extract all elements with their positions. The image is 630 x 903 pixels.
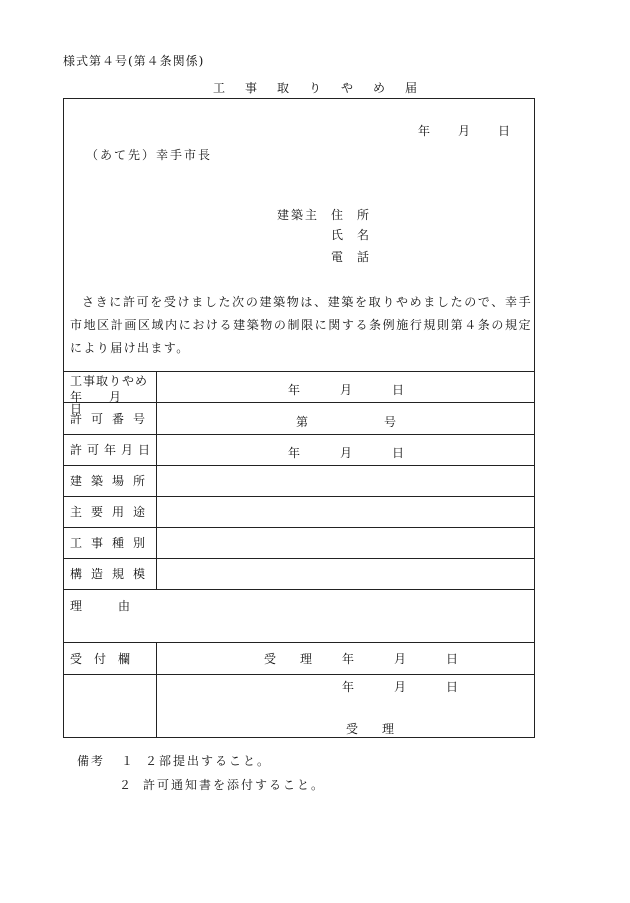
column-divider: [156, 642, 157, 738]
note-text: 許可通知書を添付すること。: [143, 778, 326, 792]
year-label: 年: [287, 446, 300, 460]
owner-address-label: 住所: [331, 208, 384, 222]
cancel-date-label-line1: 工事取りやめ: [70, 374, 149, 388]
cancel-date-value: [156, 381, 536, 398]
day-label: 日: [446, 652, 459, 666]
divider: [64, 674, 534, 675]
divider: [64, 558, 534, 559]
divider: [64, 642, 534, 643]
day-label: 日: [392, 383, 405, 397]
month-label: 月: [457, 124, 470, 138]
permit-number-suffix: 号: [384, 415, 397, 429]
reason-label: 理 由: [70, 599, 131, 613]
cancel-date-label: [64, 375, 156, 415]
note-2: [119, 779, 325, 791]
note-number: ２: [119, 778, 134, 792]
year-label: 年: [342, 652, 355, 666]
year-label: 年: [287, 383, 300, 397]
form-box: [63, 98, 535, 738]
day-label: 日: [392, 446, 405, 460]
permit-number-label: 許可番号: [70, 412, 155, 426]
permit-date-label: 許可年月日: [70, 443, 156, 457]
permit-date-value: [156, 444, 536, 461]
submission-date: [390, 125, 510, 137]
month-label: 月: [394, 652, 407, 666]
reception-stamp: 受 理: [346, 722, 395, 736]
divider: [64, 465, 534, 466]
month-label: 月: [339, 446, 352, 460]
owner-name-label: 氏名: [331, 228, 384, 242]
year-label: 年: [417, 124, 430, 138]
reception-date-2: [322, 681, 478, 693]
day-label: 日: [446, 680, 459, 694]
year-label: 年: [342, 680, 355, 694]
note-text: ２部提出すること。: [145, 754, 272, 768]
month-label: 月: [394, 680, 407, 694]
divider: [64, 371, 534, 372]
form-label: 様式第４号(第４条関係): [63, 54, 205, 68]
divider: [64, 496, 534, 497]
column-divider: [156, 371, 157, 589]
cancel-date-label-line2: 年 月 日: [70, 390, 149, 416]
reception-date-1: [322, 653, 478, 665]
divider: [64, 434, 534, 435]
owner-role: 建築主: [277, 208, 320, 222]
scale-label: 構造規模: [70, 567, 155, 581]
permit-number-prefix: 第: [295, 415, 308, 429]
notes-heading: 備考: [77, 754, 106, 768]
day-label: 日: [497, 124, 510, 138]
owner-phone-label: 電話: [331, 250, 384, 264]
location-label: 建築場所: [70, 474, 155, 488]
month-label: 月: [339, 383, 352, 397]
divider: [64, 527, 534, 528]
permit-number-value: [156, 413, 536, 430]
note-1: [77, 755, 271, 767]
reception-receipt: 受 理: [264, 652, 313, 666]
note-number: １: [121, 754, 136, 768]
statement-text: さきに許可を受けました次の建築物は、建築を取りやめましたので、幸手市地区計画区域内における建築物の制限に関する条例施行規則第４条の規定により届け出ます。: [70, 295, 532, 355]
work-type-label: 工事種別: [70, 536, 155, 550]
divider: [64, 589, 534, 590]
use-label: 主要用途: [70, 505, 155, 519]
reception-label: 受 付 欄: [70, 652, 131, 666]
addressee: （あて先）幸手市長: [86, 148, 213, 162]
page-title: 工事取りやめ届: [212, 81, 437, 95]
